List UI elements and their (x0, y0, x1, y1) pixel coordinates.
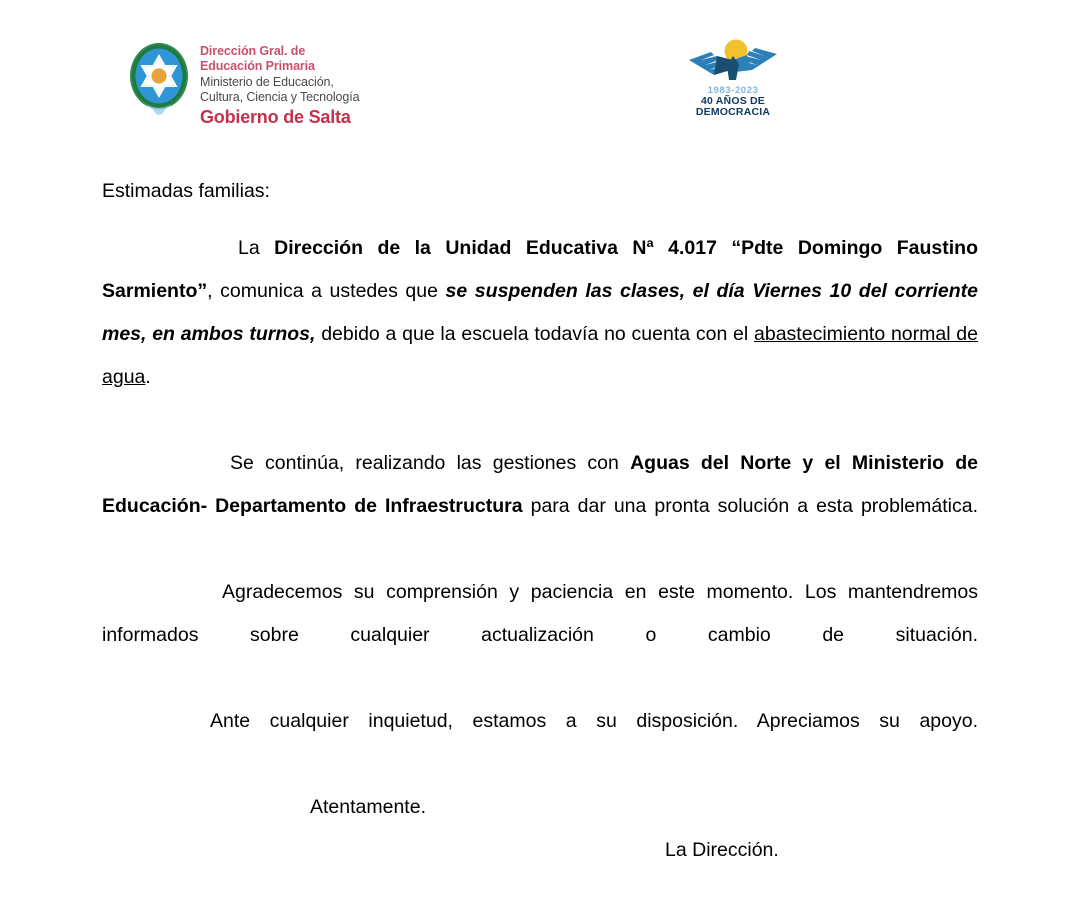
p2-bold-1: Aguas del Norte y el Ministerio de Educación- Departamento de Infraestructura (102, 452, 978, 517)
democracia-title-line-2: DEMOCRACIA (695, 106, 771, 119)
p1-text-1: La (238, 237, 275, 259)
salta-shield-icon (128, 40, 190, 124)
paragraph-suspension (102, 227, 978, 442)
p2-text-1: Se continúa, realizando las gestiones con (230, 452, 631, 474)
salta-logo-line-4: Cultura, Ciencia y Tecnología (200, 89, 360, 104)
p1-text-4: . (145, 366, 151, 388)
democracia-title-line-1: 40 AÑOS DE (700, 95, 766, 107)
p3-text-1: Agradecemos su comprensión y paciencia en este momento. Los mantendremos informados sobre cualquier actualización o cambio de situación. (102, 581, 978, 646)
salta-logo-line-1: Dirección Gral. de (200, 44, 306, 58)
salutation: Estimadas familias: (102, 180, 270, 202)
p1-bold-1: Dirección de la Unidad Educativa Nª 4.017 “Pdte Domingo Faustino Sarmiento” (102, 237, 978, 302)
letter-body (102, 170, 978, 872)
signature-line: La Dirección. (665, 839, 779, 861)
paragraph-gestiones (102, 442, 978, 571)
letterhead (0, 0, 1080, 150)
democracia-logo (678, 36, 788, 119)
p1-text-2: , comunica a ustedes que (207, 280, 446, 302)
p4-text-1: Ante cualquier inquietud, estamos a su disposición. Apreciamos su apoyo. (210, 710, 978, 732)
p1-text-3: debido a que la escuela todavía no cuenta con el (315, 323, 755, 345)
paragraph-disposicion (102, 700, 978, 786)
democracia-years: 1983-2023 (707, 85, 759, 96)
paragraph-agradecimiento (102, 571, 978, 700)
p1-bold-italic-1: se suspenden las clases, el día Viernes 10 del corriente mes, en ambos turnos, (102, 280, 978, 345)
closing-line: Atentamente. (310, 796, 426, 818)
p2-text-2: para dar una pronta solución a esta problemática. (522, 495, 978, 517)
salta-logo-line-3: Ministerio de Educación, (200, 74, 334, 89)
salta-logo-brand: Gobierno de Salta (200, 107, 351, 127)
salta-logo-line-2: Educación Primaria (200, 59, 315, 74)
dove-hands-icon (678, 36, 788, 84)
salta-government-logo (128, 40, 359, 129)
p1-underline-1: abastecimiento normal de agua (102, 323, 978, 388)
